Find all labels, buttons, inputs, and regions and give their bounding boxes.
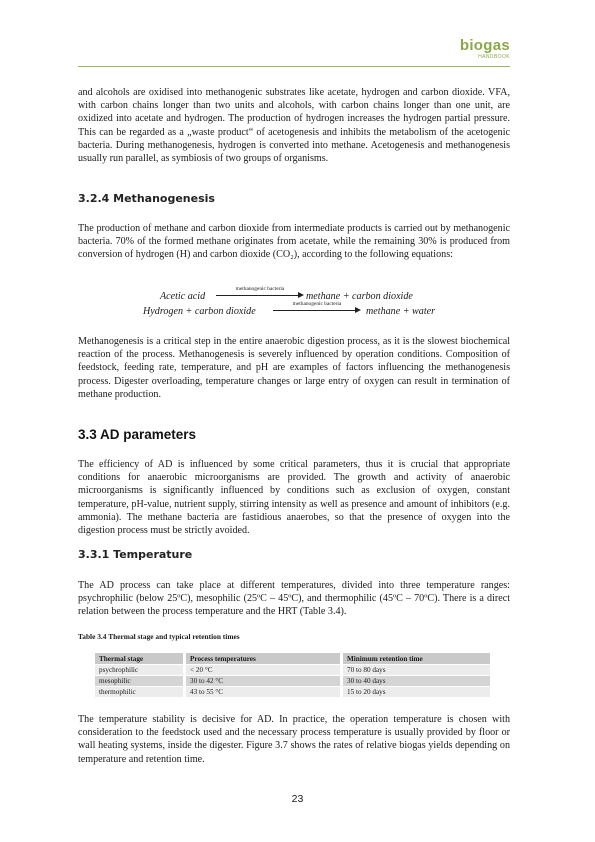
header-rule bbox=[78, 66, 510, 67]
table-cell: 70 to 80 days bbox=[342, 665, 492, 676]
methanogenesis-paragraph-2: Methanogenesis is a critical step in the entire anaerobic digestion process, as it is the slowest biochemical reaction of the process. Methanogenesis is severely influenced by operation conditions. Composition of feedstock, feeding rate, temperature, and pH are examples of factors influencing the methanogenesis process. Digester overloading, temperature changes or large entry of oxygen can result in termination of methane production. bbox=[78, 336, 510, 400]
equation-1-left: Acetic acid bbox=[160, 291, 206, 302]
table-cell: 30 to 42 °C bbox=[185, 676, 342, 687]
biogas-handbook-logo bbox=[460, 38, 510, 60]
table-cell: thermophilic bbox=[95, 687, 185, 698]
table-row bbox=[95, 665, 492, 676]
table-cell: < 20 °C bbox=[185, 665, 342, 676]
heading-methanogenesis: 3.2.4 Methanogenesis bbox=[78, 192, 215, 205]
page-number: 23 bbox=[291, 793, 304, 805]
arrow-label: methanogenic bacteria bbox=[235, 286, 285, 292]
equation-2-left: Hydrogen + carbon dioxide bbox=[143, 306, 256, 317]
temperature-paragraph-2: The temperature stability is decisive for AD. In practice, the operation temperature is chosen with consideration to the feedstock used and the necessary process temperature is usually provided by floor or wall heating systems, inside the digester. Figure 3.7 shows the rates of relative biogas yields depending on temperature and retention time. bbox=[78, 714, 510, 765]
methanogenesis-paragraph-1: The production of methane and carbon dioxide from intermediate products is carried out by methanogenic bacteria. 70% of the formed methane originates from acetate, while the remaining 30% is produced from conversion of hydrogen (H) and carbon dioxide (CO₂), according to the following equations: bbox=[78, 223, 510, 261]
equation-1-arrow bbox=[216, 287, 304, 301]
arrow-right-icon bbox=[355, 307, 361, 313]
equation-1-right: methane + carbon dioxide bbox=[306, 291, 413, 302]
table-row bbox=[95, 676, 492, 687]
table-cell: mesophilic bbox=[95, 676, 185, 687]
table-cell: 43 to 55 °C bbox=[185, 687, 342, 698]
logo-word: biogas bbox=[459, 37, 510, 54]
table-caption: Table 3.4 Thermal stage and typical retention times bbox=[78, 632, 240, 641]
table-cell: 15 to 20 days bbox=[342, 687, 492, 698]
logo-subtitle: HANDBOOK bbox=[478, 54, 510, 60]
equation-2-arrow bbox=[273, 302, 361, 316]
heading-temperature: 3.3.1 Temperature bbox=[78, 548, 193, 561]
table-cell: psychrophilic bbox=[95, 665, 185, 676]
table-cell: 30 to 40 days bbox=[342, 676, 492, 687]
table-header-cell: Thermal stage bbox=[95, 653, 185, 665]
table-header-cell: Minimum retention time bbox=[342, 653, 492, 665]
heading-ad-parameters: 3.3 AD parameters bbox=[78, 427, 197, 442]
equation-2-right: methane + water bbox=[366, 306, 436, 317]
arrow-right-icon bbox=[298, 292, 304, 298]
intro-paragraph: and alcohols are oxidised into methanogenic substrates like acetate, hydrogen and carbon dioxide. VFA, with carbon chains longer than two units and alcohols, with carbon chains longer than one unit, are oxidized into acetate and hydrogen. The production of hydrogen increases the hydrogen partial pressure. This can be regarded as a „waste product“ of acetogenesis and inhibits the metabolism of the acetogenic bacteria. During methanogenesis, hydrogen is converted into methane. Acetogenesis and methanogenesis usually run parallel, as symbiosis of two groups of organisms. bbox=[78, 87, 510, 165]
table-header-cell: Process temperatures bbox=[185, 653, 342, 665]
arrow-label: methanogenic bacteria bbox=[292, 301, 342, 307]
ad-parameters-paragraph: The efficiency of AD is influenced by some critical parameters, thus it is crucial that appropriate conditions for anaerobic microorganisms are provided. The growth and activity of anaerobic microorganisms is significantly influenced by conditions such as exclusion of oxygen, constant temperature, pH-value, nutrient supply, stirring intensity as well as presence and amount of inhibitors (e.g. ammonia). The methane bacteria are fastidious anaerobes, so that the presence of oxygen into the digestion process must be strictly avoided. bbox=[78, 459, 510, 537]
table-header-row bbox=[95, 653, 492, 665]
table-row bbox=[95, 687, 492, 698]
temperature-paragraph-1: The AD process can take place at different temperatures, divided into three temperature ranges: psychrophilic (below 25ºC), mesophilic (25ºC – 45ºC), and thermophilic (45ºC – 70ºC). There is a direct relation between the process temperature and the HRT (Table 3.4). bbox=[78, 580, 510, 618]
thermal-stage-table bbox=[95, 653, 493, 697]
